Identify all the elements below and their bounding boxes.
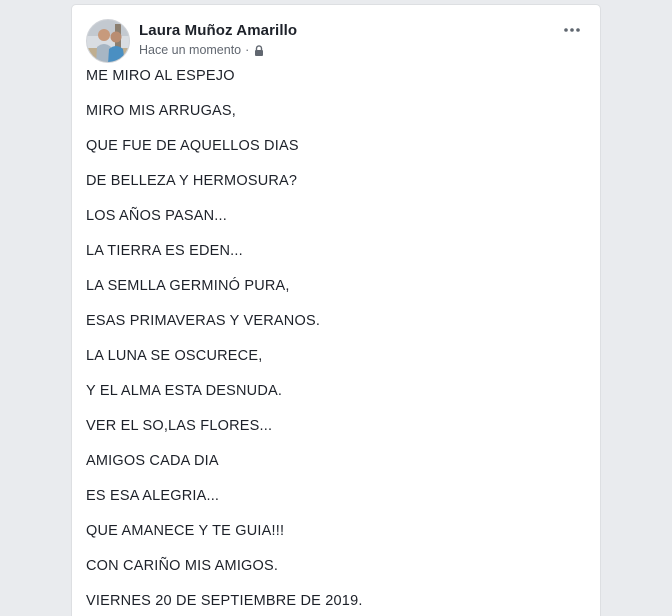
post-text-line: ME MIRO AL ESPEJO bbox=[86, 68, 235, 84]
more-horizontal-icon bbox=[564, 28, 580, 32]
post-text-line: LA SEMLLA GERMINÓ PURA, bbox=[86, 278, 290, 294]
post-text-line: LOS AÑOS PASAN... bbox=[86, 208, 227, 224]
post-text-line: Y EL ALMA ESTA DESNUDA. bbox=[86, 383, 283, 399]
post-text-line: DE BELLEZA Y HERMOSURA? bbox=[86, 173, 298, 189]
avatar[interactable] bbox=[86, 19, 130, 63]
post-text-line: VER EL SO,LAS FLORES... bbox=[86, 418, 273, 434]
post-text-line: MIRO MIS ARRUGAS, bbox=[86, 103, 237, 119]
post-timestamp[interactable]: Hace un momento bbox=[139, 43, 242, 57]
post-text-line: LA LUNA SE OSCURECE, bbox=[86, 348, 263, 364]
more-options-button[interactable] bbox=[560, 22, 584, 38]
post-meta bbox=[139, 43, 264, 57]
author-name[interactable]: Laura Muñoz Amarillo bbox=[139, 22, 298, 39]
post-body bbox=[86, 66, 586, 616]
avatar-photo bbox=[87, 20, 130, 63]
meta-separator: · bbox=[245, 43, 250, 57]
post-card bbox=[72, 5, 600, 616]
lock-icon[interactable] bbox=[254, 45, 264, 56]
post-text-line: ESAS PRIMAVERAS Y VERANOS. bbox=[86, 313, 321, 329]
post-text-line: CON CARIÑO MIS AMIGOS. bbox=[86, 558, 279, 574]
post-text-line: QUE FUE DE AQUELLOS DIAS bbox=[86, 138, 299, 154]
post-text-line: ES ESA ALEGRIA... bbox=[86, 488, 220, 504]
post-text-line: VIERNES 20 DE SEPTIEMBRE DE 2019. bbox=[86, 593, 363, 609]
post-text-line: LA TIERRA ES EDEN... bbox=[86, 243, 243, 259]
post-text-line: AMIGOS CADA DIA bbox=[86, 453, 219, 469]
post-text-line: QUE AMANECE Y TE GUIA!!! bbox=[86, 523, 285, 539]
post-header bbox=[86, 19, 586, 63]
